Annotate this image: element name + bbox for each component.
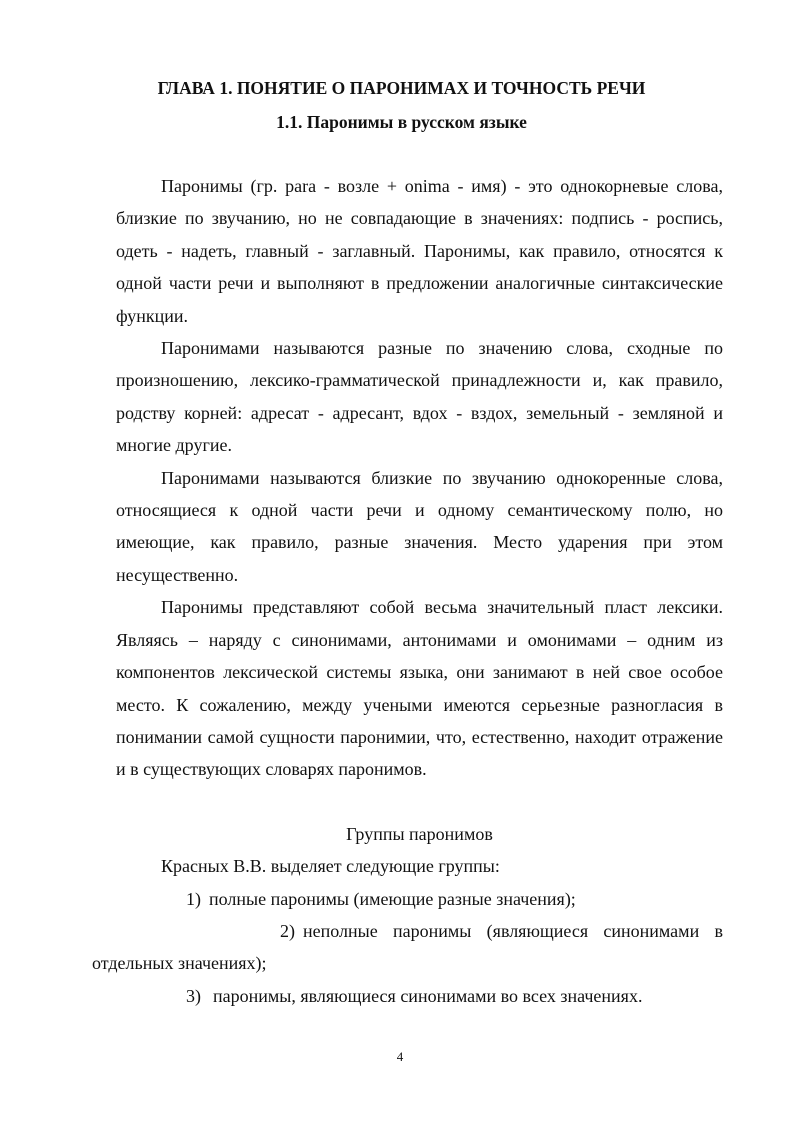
groups-intro: Красных В.В. выделяет следующие группы: [161,856,500,877]
list-item-text: паронимы, являющиеся синонимами во всех значениях. [213,985,643,1006]
list-item-text: неполные паронимы (являющиеся синонимами в отдельных значениях); [92,920,723,974]
paragraph-definition: Паронимы (гр. para - возле + onima - имя) - это однокорневые слова, близкие по звучанию, но не совпадающие в значениях: подпись - роспись, одеть - надеть, главный - заглавный. Паронимы, как правило, относятся к одной части речи и выполняют в предложении аналогичные синтаксические функции. [116,176,723,326]
paragraph-definition-2: Паронимами называются разные по значению слова, сходные по произношению, лексико-грамматической принадлежности и, как правило, родству корней: адресат - адресант, вдох - вздох, земельный - земляной и многие другие. [116,338,723,456]
list-item [92,915,723,980]
list-marker: 3) [186,985,201,1006]
section-title: 1.1. Паронимы в русском языке [276,112,527,132]
body-text [92,170,723,1012]
list-item [116,883,723,915]
list-item-text: полные паронимы (имеющие разные значения); [209,888,576,909]
chapter-title: ГЛАВА 1. ПОНЯТИЕ О ПАРОНИМАХ И ТОЧНОСТЬ РЕЧИ [157,78,646,98]
groups-heading: Группы паронимов [346,823,493,844]
groups-list [92,883,723,1013]
list-marker: 1) [186,888,201,909]
list-item [116,980,723,1012]
list-marker: 2) [280,920,295,941]
page-number: 4 [396,1049,404,1064]
paragraph-definition-3: Паронимами называются близкие по звучанию однокоренные слова, относящиеся к одной части речи и одному семантическому полю, но имеющие, как правило, разные значения. Место ударения при этом несущественно. [116,467,723,585]
paragraph-significance: Паронимы представляют собой весьма значительный пласт лексики. Являясь – наряду с синонимами, антонимами и омонимами – одним из компонентов лексической системы языка, они занимают в ней свое особое место. К сожалению, между учеными имеются серьезные разногласия в понимании самой сущности паронимии, что, естественно, находит отражение и в существующих словарях паронимов. [116,597,723,780]
